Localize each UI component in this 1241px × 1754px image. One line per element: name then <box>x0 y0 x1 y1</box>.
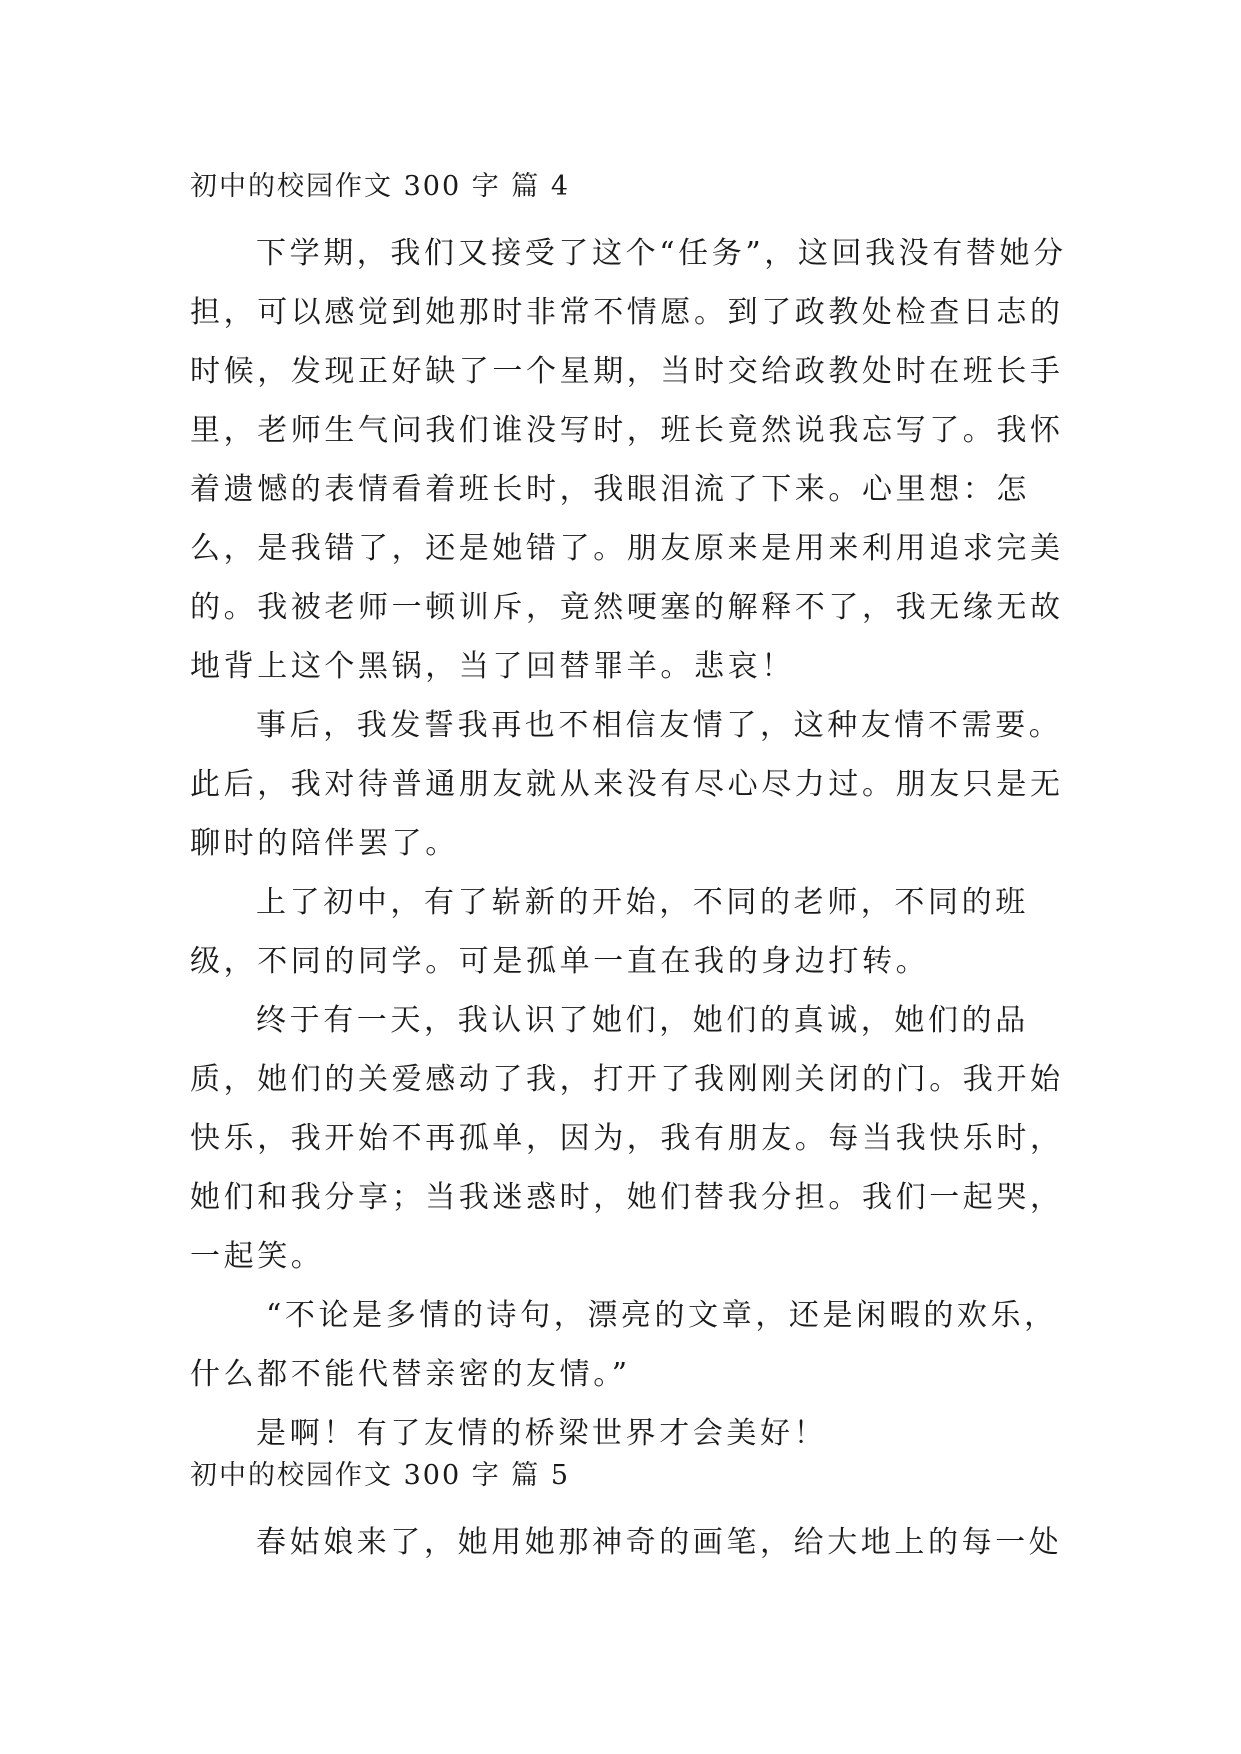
quote-paragraph: “不论是多情的诗句，漂亮的文章，还是闲暇的欢乐，什么都不能代替亲密的友情。” <box>190 1298 1058 1392</box>
section-title: 初中的校园作文 300 字 篇 4 <box>190 171 571 202</box>
section-body <box>190 224 1070 1463</box>
section-body <box>190 1513 1070 1572</box>
essay-section-4 <box>190 167 1070 1463</box>
section-title: 初中的校园作文 300 字 篇 5 <box>190 1460 571 1491</box>
paragraph: 是啊！有了友情的桥梁世界才会美好！ <box>256 1416 828 1451</box>
paragraph: 下学期，我们又接受了这个“任务”，这回我没有替她分担，可以感觉到她那时非常不情愿。到了政教处检查日志的时候，发现正好缺了一个星期，当时交给政教处时在班长手里，老师生气问我们谁没写时，班长竟然说我忘写了。我怀着遗憾的表情看着班长时，我眼泪流了下来。心里想：怎么，是我错了，还是她错了。朋友原来是用来利用追求完美的。我被老师一顿训斥，竟然哽塞的解释不了，我无缘无故地背上这个黑锅，当了回替罪羊。悲哀！ <box>190 236 1067 684</box>
essay-section-5 <box>190 1456 1070 1572</box>
paragraph: 春姑娘来了，她用她那神奇的画笔，给大地上的每一处 <box>256 1525 1063 1560</box>
paragraph: 上了初中，有了崭新的开始，不同的老师，不同的班级，不同的同学。可是孤单一直在我的身边打转。 <box>190 885 1029 979</box>
paragraph: 终于有一天，我认识了她们，她们的真诚，她们的品质，她们的关爱感动了我，打开了我刚刚关闭的门。我开始快乐，我开始不再孤单，因为，我有朋友。每当我快乐时，她们和我分享；当我迷惑时，她们替我分担。我们一起哭，一起笑。 <box>190 1003 1064 1274</box>
paragraph: 事后，我发誓我再也不相信友情了，这种友情不需要。此后，我对待普通朋友就从来没有尽心尽力过。朋友只是无聊时的陪伴罢了。 <box>190 708 1064 861</box>
